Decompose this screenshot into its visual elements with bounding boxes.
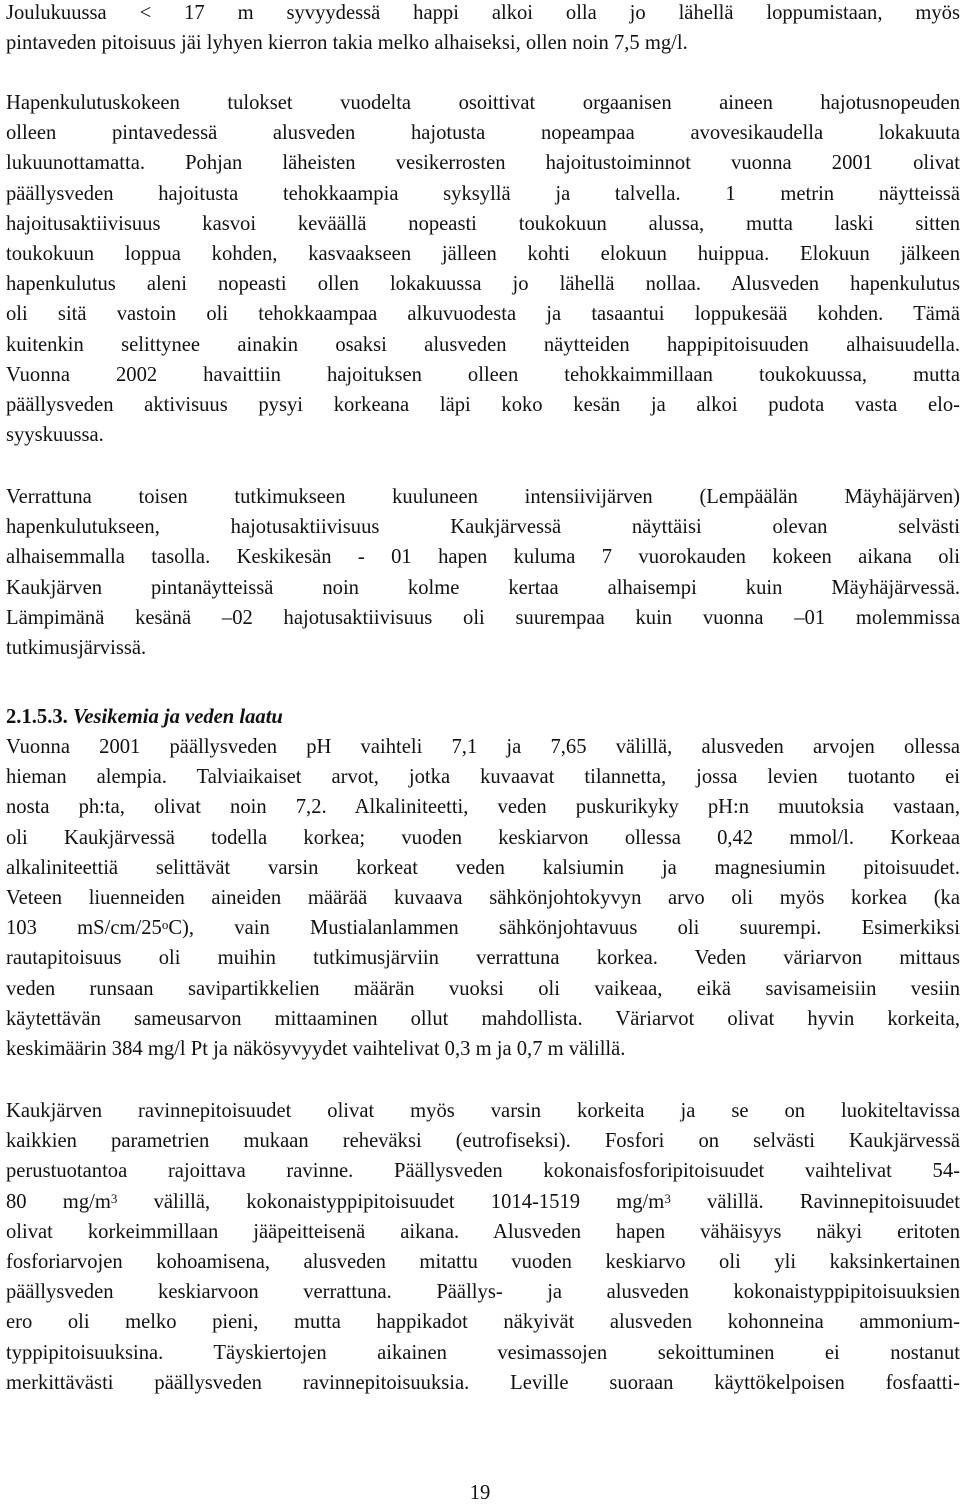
cubic-superscript: 3 — [110, 1190, 118, 1206]
paragraph-oxygen-winter — [6, 0, 960, 58]
text-line: olleen pintavedessä alusveden hajotusta nopeampaa avovesikaudella lokakuuta — [6, 122, 960, 145]
text-line: fosforiarvojen kohoamisena, alusveden mitattu vuoden keskiarvo oli yli kaksinkertainen — [6, 1250, 960, 1273]
text-line: tutkimusjärvissä. — [6, 636, 147, 659]
text-line: kaikkien parametrien mukaan reheväksi (eutrofiseksi). Fosfori on selvästi Kaukjärvessä — [6, 1130, 960, 1153]
text-line: alhaisemmalla tasolla. Keskikesän - 01 hapen kuluma 7 vuorokauden kokeen aikana oli — [6, 546, 960, 569]
text-line: lukuunottamatta. Pohjan läheisten vesikerrosten hajoitustoiminnot vuonna 2001 olivat — [6, 152, 960, 175]
text-line: pintaveden pitoisuus jäi lyhyen kierron takia melko alhaiseksi, ollen noin 7,5 mg/l. — [6, 32, 688, 55]
text-line: Kaukjärven pintanäytteissä noin kolme kertaa alhaisempi kuin Mäyhäjärvessä. — [6, 576, 960, 599]
text-line: keskimäärin 384 mg/l Pt ja näkösyvyydet vaihtelivat 0,3 m ja 0,7 m välillä. — [6, 1037, 626, 1060]
text-fragment: C), vain Mustialanlammen sähkönjohtavuus oli suurempi. Esimerkiksi — [168, 917, 960, 940]
text-line: kuitenkin selittynee ainakin osaksi alusveden näytteiden happipitoisuuden alhaisuudella. — [6, 333, 960, 356]
text-line: nosta ph:ta, olivat noin 7,2. Alkaliniteetti, veden puskurikyky pH:n muutoksia vastaan, — [6, 796, 960, 819]
paragraph-oxygen-consumption — [6, 88, 960, 450]
text-line: päällysveden hajoitusta tehokkaampia syksyllä ja talvella. 1 metrin näytteissä — [6, 182, 960, 205]
cubic-superscript: 3 — [664, 1190, 671, 1206]
text-line: merkittävästi päällysveden ravinnepitoisuuksia. Leville suoraan käyttökelpoisen fosfaatti- — [6, 1371, 960, 1394]
text-line: Kaukjärven ravinnepitoisuudet olivat myös varsin korkeita ja se on luokiteltavissa — [6, 1100, 960, 1122]
paragraph-water-chemistry — [6, 732, 960, 1064]
text-line: syyskuussa. — [6, 424, 104, 447]
text-line: Hapenkulutuskokeen tulokset vuodelta osoittivat orgaanisen aineen hajotusnopeuden — [6, 92, 960, 114]
text-line: Veteen liuenneiden aineiden määrää kuvaava sähkönjohtokyvyn arvo oli myös korkea (ka — [6, 886, 960, 909]
text-line: Vuonna 2002 havaittiin hajoituksen olleen tehokkaimmillaan toukokuussa, mutta — [6, 363, 960, 386]
text-line: veden runsaan savipartikkelien määrän vuoksi oli vaikeaa, eikä savisameisiin vesiin — [6, 977, 960, 1000]
text-line: hajoitusaktiivisuus kasvoi keväällä nopeasti toukokuun alussa, mutta laski sitten — [6, 212, 960, 235]
text-line: olivat korkeimmillaan jääpeitteisenä aikana. Alusveden hapen vähäisyys näkyi eritoten — [6, 1220, 960, 1243]
text-fragment: välillä. Ravinnepitoisuudet — [670, 1190, 960, 1213]
text-line: ero oli melko pieni, mutta happikadot näkyivät alusveden kohonneina ammonium- — [6, 1311, 960, 1334]
text-line: alkaliniteettiä selittävät varsin korkeat veden kalsiumin ja magnesiumin pitoisuudet. — [6, 856, 960, 879]
text-fragment: 80 mg/m — [6, 1190, 111, 1213]
text-fragment: 103 mS/cm/25 — [6, 917, 162, 940]
text-line: päällysveden keskiarvoon verrattuna. Päällys- ja alusveden kokonaistyppipitoisuuksien — [6, 1281, 960, 1304]
text-line-concentrations — [6, 1187, 960, 1217]
section-heading — [6, 702, 960, 732]
paragraph-comparison — [6, 482, 960, 663]
section-title: Vesikemia ja veden laatu — [72, 706, 283, 728]
text-line: oli sitä vastoin oli tehokkaampaa alkuvuodesta ja tasaantui loppukesää kohden. Tämä — [6, 303, 960, 326]
text-line: hieman alempia. Talviaikaiset arvot, jotka kuvaavat tilannetta, jossa levien tuotanto ei — [6, 766, 960, 789]
text-fragment: välillä, kokonaistyppipitoisuudet 1014-1519 mg/m — [117, 1190, 665, 1213]
text-line: Lämpimänä kesänä –02 hajotusaktiivisuus oli suurempaa kuin vuonna –01 molemmissa — [6, 606, 960, 629]
text-line: Joulukuussa < 17 m syvyydessä happi alkoi olla jo lähellä loppumistaan, myös — [6, 2, 960, 24]
text-line: toukokuun loppua kohden, kasvaakseen jälleen kohti elokuun huippua. Elokuun jälkeen — [6, 242, 960, 265]
text-line-conductivity — [6, 913, 960, 943]
degree-superscript: o — [161, 917, 169, 933]
text-line: Vuonna 2001 päällysveden pH vaihteli 7,1 ja 7,65 välillä, alusveden arvojen ollessa — [6, 736, 960, 758]
text-line: hapenkulutus aleni nopeasti ollen lokakuussa jo lähellä nollaa. Alusveden hapenkulutus — [6, 273, 960, 296]
text-line: päällysveden aktivisuus pysyi korkeana läpi koko kesän ja alkoi pudota vasta elo- — [6, 393, 960, 416]
page-number: 19 — [469, 1482, 491, 1504]
text-line: perustuotantoa rajoittava ravinne. Päällysveden kokonaisfosforipitoisuudet vaihtelivat 54- — [6, 1160, 960, 1183]
paragraph-nutrients — [6, 1096, 960, 1398]
section-number: 2.1.5.3. — [6, 706, 68, 728]
text-line: hapenkulutukseen, hajotusaktiivisuus Kaukjärvessä näyttäisi olevan selvästi — [6, 516, 960, 539]
text-line: Verrattuna toisen tutkimukseen kuuluneen intensiivijärven (Lempäälän Mäyhäjärven) — [6, 486, 960, 508]
text-line: rautapitoisuus oli muihin tutkimusjärviin verrattuna korkea. Veden väriarvon mittaus — [6, 947, 960, 970]
text-line: käytettävän sameusarvon mittaaminen ollut mahdollista. Väriarvot olivat hyvin korkeita, — [6, 1007, 960, 1030]
text-line: typpipitoisuuksina. Täyskiertojen aikainen vesimassojen sekoittuminen ei nostanut — [6, 1341, 960, 1364]
text-line: oli Kaukjärvessä todella korkea; vuoden keskiarvon ollessa 0,42 mmol/l. Korkeaa — [6, 826, 960, 849]
